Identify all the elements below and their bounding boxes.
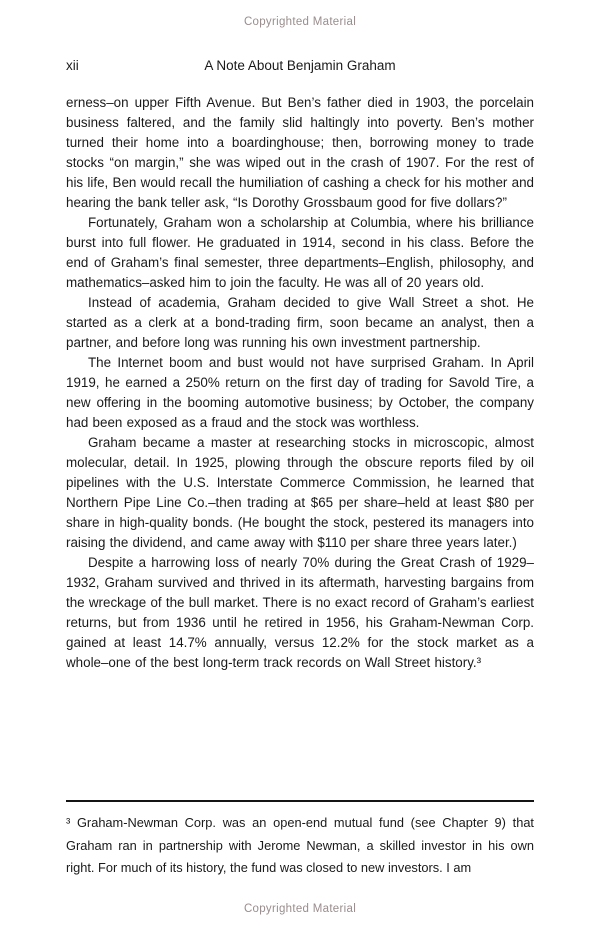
body-paragraph: Instead of academia, Graham decided to give Wall Street a shot. He started as a clerk at a bond-trading firm, soon became an analyst, then a partner, and before long was running his own investment partnership.	[66, 295, 534, 350]
footnote-text: ³ Graham-Newman Corp. was an open-end mutual fund (see Chapter 9) that Graham ran in partnership with Jerome Newman, a skilled investor in his own right. For much of its history, the fund was closed to new investors. I am	[66, 815, 534, 875]
footnote-divider	[66, 800, 534, 802]
body-paragraph: Fortunately, Graham won a scholarship at Columbia, where his brilliance burst into full flower. He graduated in 1914, second in his class. Before the end of Graham’s final semester, three departments–English, philosophy, and mathematics–asked him to join the faculty. He was all of 20 years old.	[66, 215, 534, 290]
body-paragraph: Graham became a master at researching stocks in microscopic, almost molecular, detail. In 1925, plowing through the obscure reports filed by oil pipelines with the U.S. Interstate Commerce Commission, he learned that Northern Pipe Line Co.–then trading at $65 per share–held at least $80 per share in high-quality bonds. (He bought the stock, pestered its managers into raising the dividend, and came away with $110 per share three years later.)	[66, 435, 534, 550]
body-paragraph: erness–on upper Fifth Avenue. But Ben’s father died in 1903, the porcelain business faltered, and the family slid haltingly into poverty. Ben’s mother turned their home into a boardinghouse; then, borrowing money to trade stocks “on margin,” she was wiped out in the crash of 1907. For the rest of his life, Ben would recall the humiliation of cashing a check for his mother and hearing the bank teller ask, “Is Dorothy Grossbaum good for five dollars?”	[66, 95, 534, 210]
page-number: xii	[66, 58, 79, 73]
copyright-notice-bottom: Copyrighted Material	[243, 903, 357, 915]
copyright-notice-top: Copyrighted Material	[243, 16, 357, 28]
body-paragraph: The Internet boom and bust would not have surprised Graham. In April 1919, he earned a 250% return on the first day of trading for Savold Tire, a new offering in the booming automotive business; by October, the company had been exposed as a fraud and the stock was worthless.	[66, 355, 534, 430]
running-header-title: A Note About Benjamin Graham	[204, 58, 396, 73]
body-paragraph: Despite a harrowing loss of nearly 70% during the Great Crash of 1929–1932, Graham survived and thrived in its aftermath, harvesting bargains from the wreckage of the bull market. There is no exact record of Graham’s earliest returns, but from 1936 until he retired in 1956, his Graham-Newman Corp. gained at least 14.7% annually, versus 12.2% for the stock market as a whole–one of the best long-term track records on Wall Street history.³	[66, 555, 534, 670]
page-header	[66, 58, 534, 76]
body-text	[66, 93, 534, 673]
